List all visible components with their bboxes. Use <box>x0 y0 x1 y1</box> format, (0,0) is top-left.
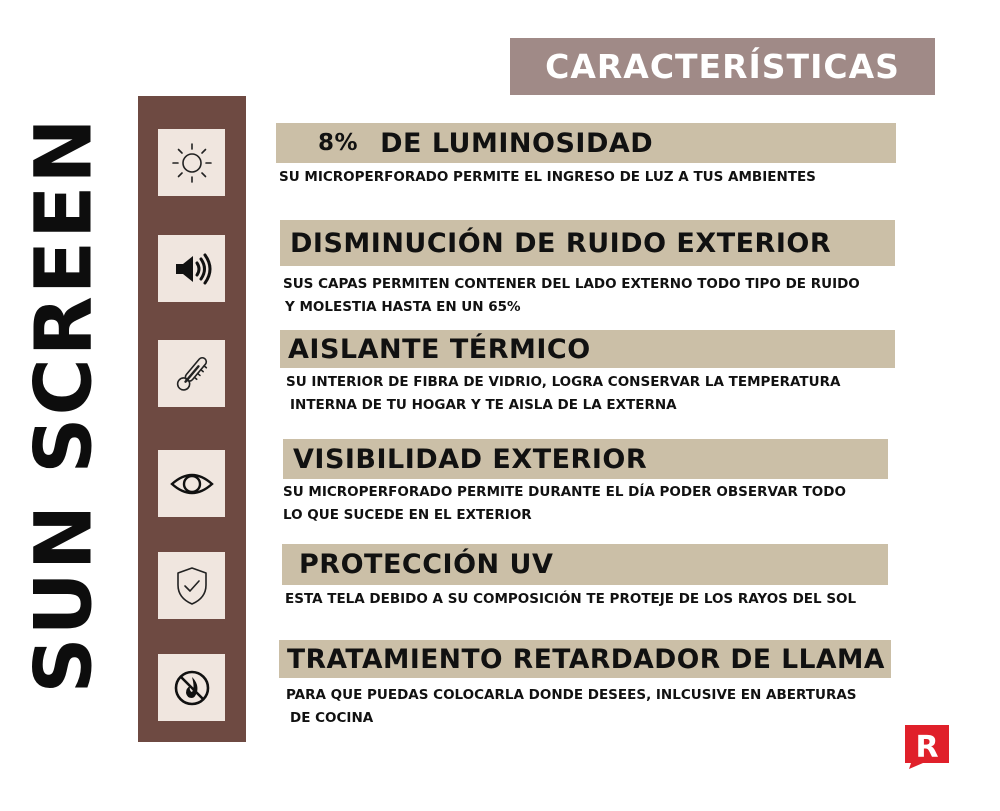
feature-title: AISLANTE TÉRMICO <box>288 333 591 365</box>
feature-description <box>283 481 846 527</box>
thermometer-icon <box>168 350 216 398</box>
description-line: PARA QUE PUEDAS COLOCARLA DONDE DESEES, INLCUSIVE EN ABERTURAS <box>286 687 857 703</box>
no-fire-icon <box>168 664 216 712</box>
feature-title: DE LUMINOSIDAD <box>380 127 654 159</box>
feature-bar-thermal <box>280 330 895 368</box>
description-line: SU MICROPERFORADO PERMITE EL INGRESO DE LUZ A TUS AMBIENTES <box>279 169 816 185</box>
header-banner <box>510 38 935 95</box>
vertical-title-text: SUN SCREEN <box>20 116 110 694</box>
description-line: Y MOLESTIA HASTA EN UN 65% <box>285 299 521 315</box>
description-line: SU INTERIOR DE FIBRA DE VIDRIO, LOGRA CONSERVAR LA TEMPERATURA <box>286 374 841 390</box>
description-line: DE COCINA <box>290 710 374 726</box>
eye-icon-box <box>158 450 225 517</box>
brand-logo <box>901 723 953 771</box>
description-line: SUS CAPAS PERMITEN CONTENER DEL LADO EXTERNO TODO TIPO DE RUIDO <box>283 276 860 292</box>
r-logo-icon <box>901 723 953 771</box>
header-title: CARACTERÍSTICAS <box>545 47 900 86</box>
feature-title: VISIBILIDAD EXTERIOR <box>293 443 648 475</box>
description-line: SU MICROPERFORADO PERMITE DURANTE EL DÍA PODER OBSERVAR TODO <box>283 484 846 500</box>
description-line: ESTA TELA DEBIDO A SU COMPOSICIÓN TE PROTEJE DE LOS RAYOS DEL SOL <box>285 591 857 607</box>
feature-bar-visibility <box>283 439 888 479</box>
vertical-title <box>10 116 120 694</box>
logo-letter: R <box>915 730 939 765</box>
speaker-icon-box <box>158 235 225 302</box>
no-fire-icon-box <box>158 654 225 721</box>
feature-bar-luminosity <box>276 123 896 163</box>
shield-icon-box <box>158 552 225 619</box>
feature-bar-uv <box>282 544 888 585</box>
description-line: INTERNA DE TU HOGAR Y TE AISLA DE LA EXTERNA <box>290 397 677 413</box>
feature-description <box>283 273 860 319</box>
thermometer-icon-box <box>158 340 225 407</box>
sun-icon <box>168 139 216 187</box>
feature-bar-fire <box>279 640 891 678</box>
feature-title: DISMINUCIÓN DE RUIDO EXTERIOR <box>290 227 832 259</box>
feature-description <box>285 588 856 611</box>
feature-description <box>279 166 816 189</box>
sun-icon-box <box>158 129 225 196</box>
eye-icon <box>168 460 216 508</box>
feature-title: PROTECCIÓN UV <box>299 549 554 580</box>
feature-bar-noise <box>280 220 895 266</box>
speaker-icon <box>168 245 216 293</box>
feature-title: TRATAMIENTO RETARDADOR DE LLAMA <box>287 643 885 675</box>
feature-percent: 8% <box>318 130 359 156</box>
description-line: LO QUE SUCEDE EN EL EXTERIOR <box>283 507 532 523</box>
shield-check-icon <box>168 562 216 610</box>
feature-description <box>286 684 857 730</box>
feature-description <box>286 371 840 417</box>
